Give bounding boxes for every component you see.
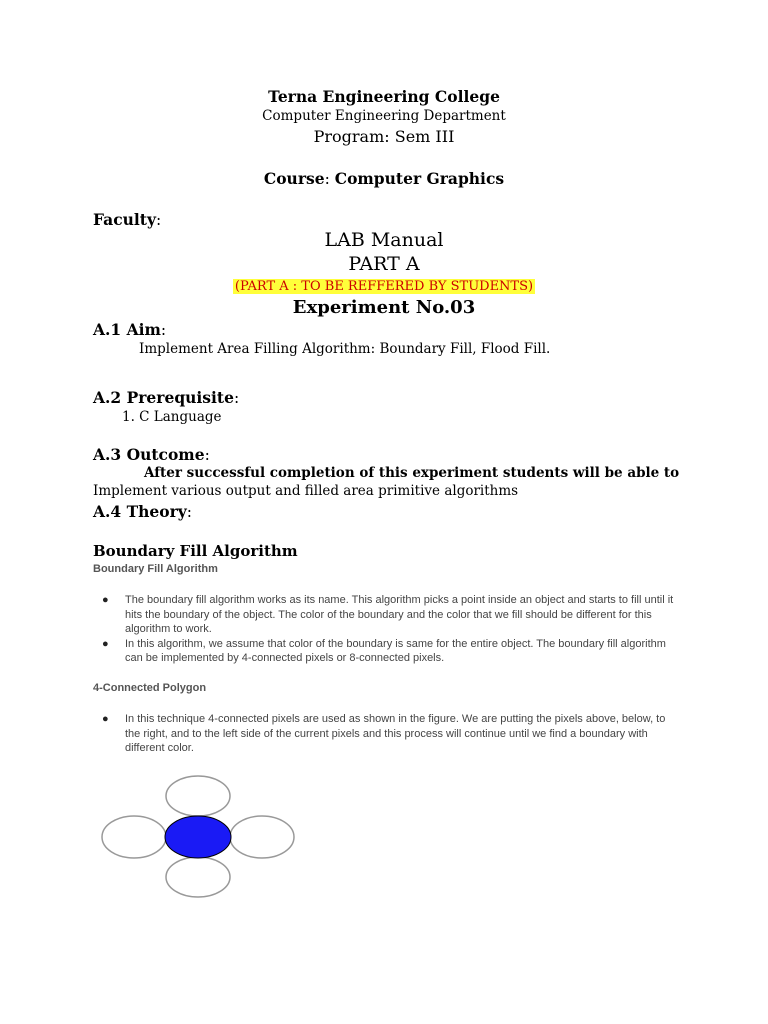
college-name: Terna Engineering College [268,87,500,106]
bullet-icon: ● [102,637,109,650]
aim-text: Implement Area Filling Algorithm: Boundary Fill, Flood Fill. [139,341,551,357]
list-item-text: In this technique 4-connected pixels are used as shown in the figure. We are putting the pixels above, below, to the right, and to the left side of the current pixels and this process will continue until we find a boundary with different color. [125,713,666,754]
course-value: Computer Graphics [334,169,505,188]
aim-heading: A.1 Aim: [93,320,167,339]
outcome-text: Implement various output and filled area primitive algorithms [93,483,519,499]
bottom-pixel [166,857,230,897]
theory-heading-label: A.4 Theory [93,502,187,521]
list-item-text: In this algorithm, we assume that color of the boundary is same for the entire object. The boundary fill algorithm can be implemented by 4-connected pixels or 8-connected pixels. [125,637,666,664]
theory-heading: A.4 Theory: [93,502,193,521]
boundary-fill-list [93,593,678,666]
list-item [93,593,678,637]
lab-manual-title: LAB Manual [324,229,444,251]
right-pixel [230,816,294,858]
prerequisite-item: 1. C Language [122,409,222,425]
part-title: PART A [348,253,420,275]
faculty-line: Faculty: [93,210,162,229]
bullet-icon: ● [102,594,109,606]
boundary-fill-heading: Boundary Fill Algorithm [93,542,298,560]
four-connected-figure [98,774,298,900]
bullet-icon: ● [102,713,109,725]
top-pixel [166,776,230,816]
course-line: Course: Computer Graphics [263,169,505,188]
part-note [0,279,768,294]
connected-polygon-list [93,712,678,756]
list-item [93,637,678,666]
prerequisite-heading-label: A.2 Prerequisite [93,388,234,407]
program-line: Program: Sem III [313,127,455,146]
list-item-text: The boundary fill algorithm works as its name. This algorithm picks a point inside an object and starts to fill until it hits the boundary of the object. The color of the boundary and the color that we fill should be different for this algorithm to work. [125,594,674,635]
prerequisite-heading: A.2 Prerequisite: [93,388,240,407]
boundary-fill-subheading: Boundary Fill Algorithm [93,563,218,575]
outcome-heading: A.3 Outcome: [93,445,210,464]
course-label: Course [263,169,325,188]
experiment-number: Experiment No.03 [292,297,476,318]
connected-polygon-heading: 4-Connected Polygon [93,682,207,694]
faculty-label: Faculty [93,210,156,229]
list-item [93,712,678,756]
aim-heading-label: A.1 Aim [93,320,161,339]
current-pixel [165,816,231,858]
left-pixel [102,816,166,858]
outcome-intro: After successful completion of this experiment students will be able to [144,465,680,481]
part-note-highlight: (PART A : TO BE REFFERED BY STUDENTS) [234,279,534,294]
department-name: Computer Engineering Department [262,108,506,124]
outcome-heading-label: A.3 Outcome [93,445,205,464]
